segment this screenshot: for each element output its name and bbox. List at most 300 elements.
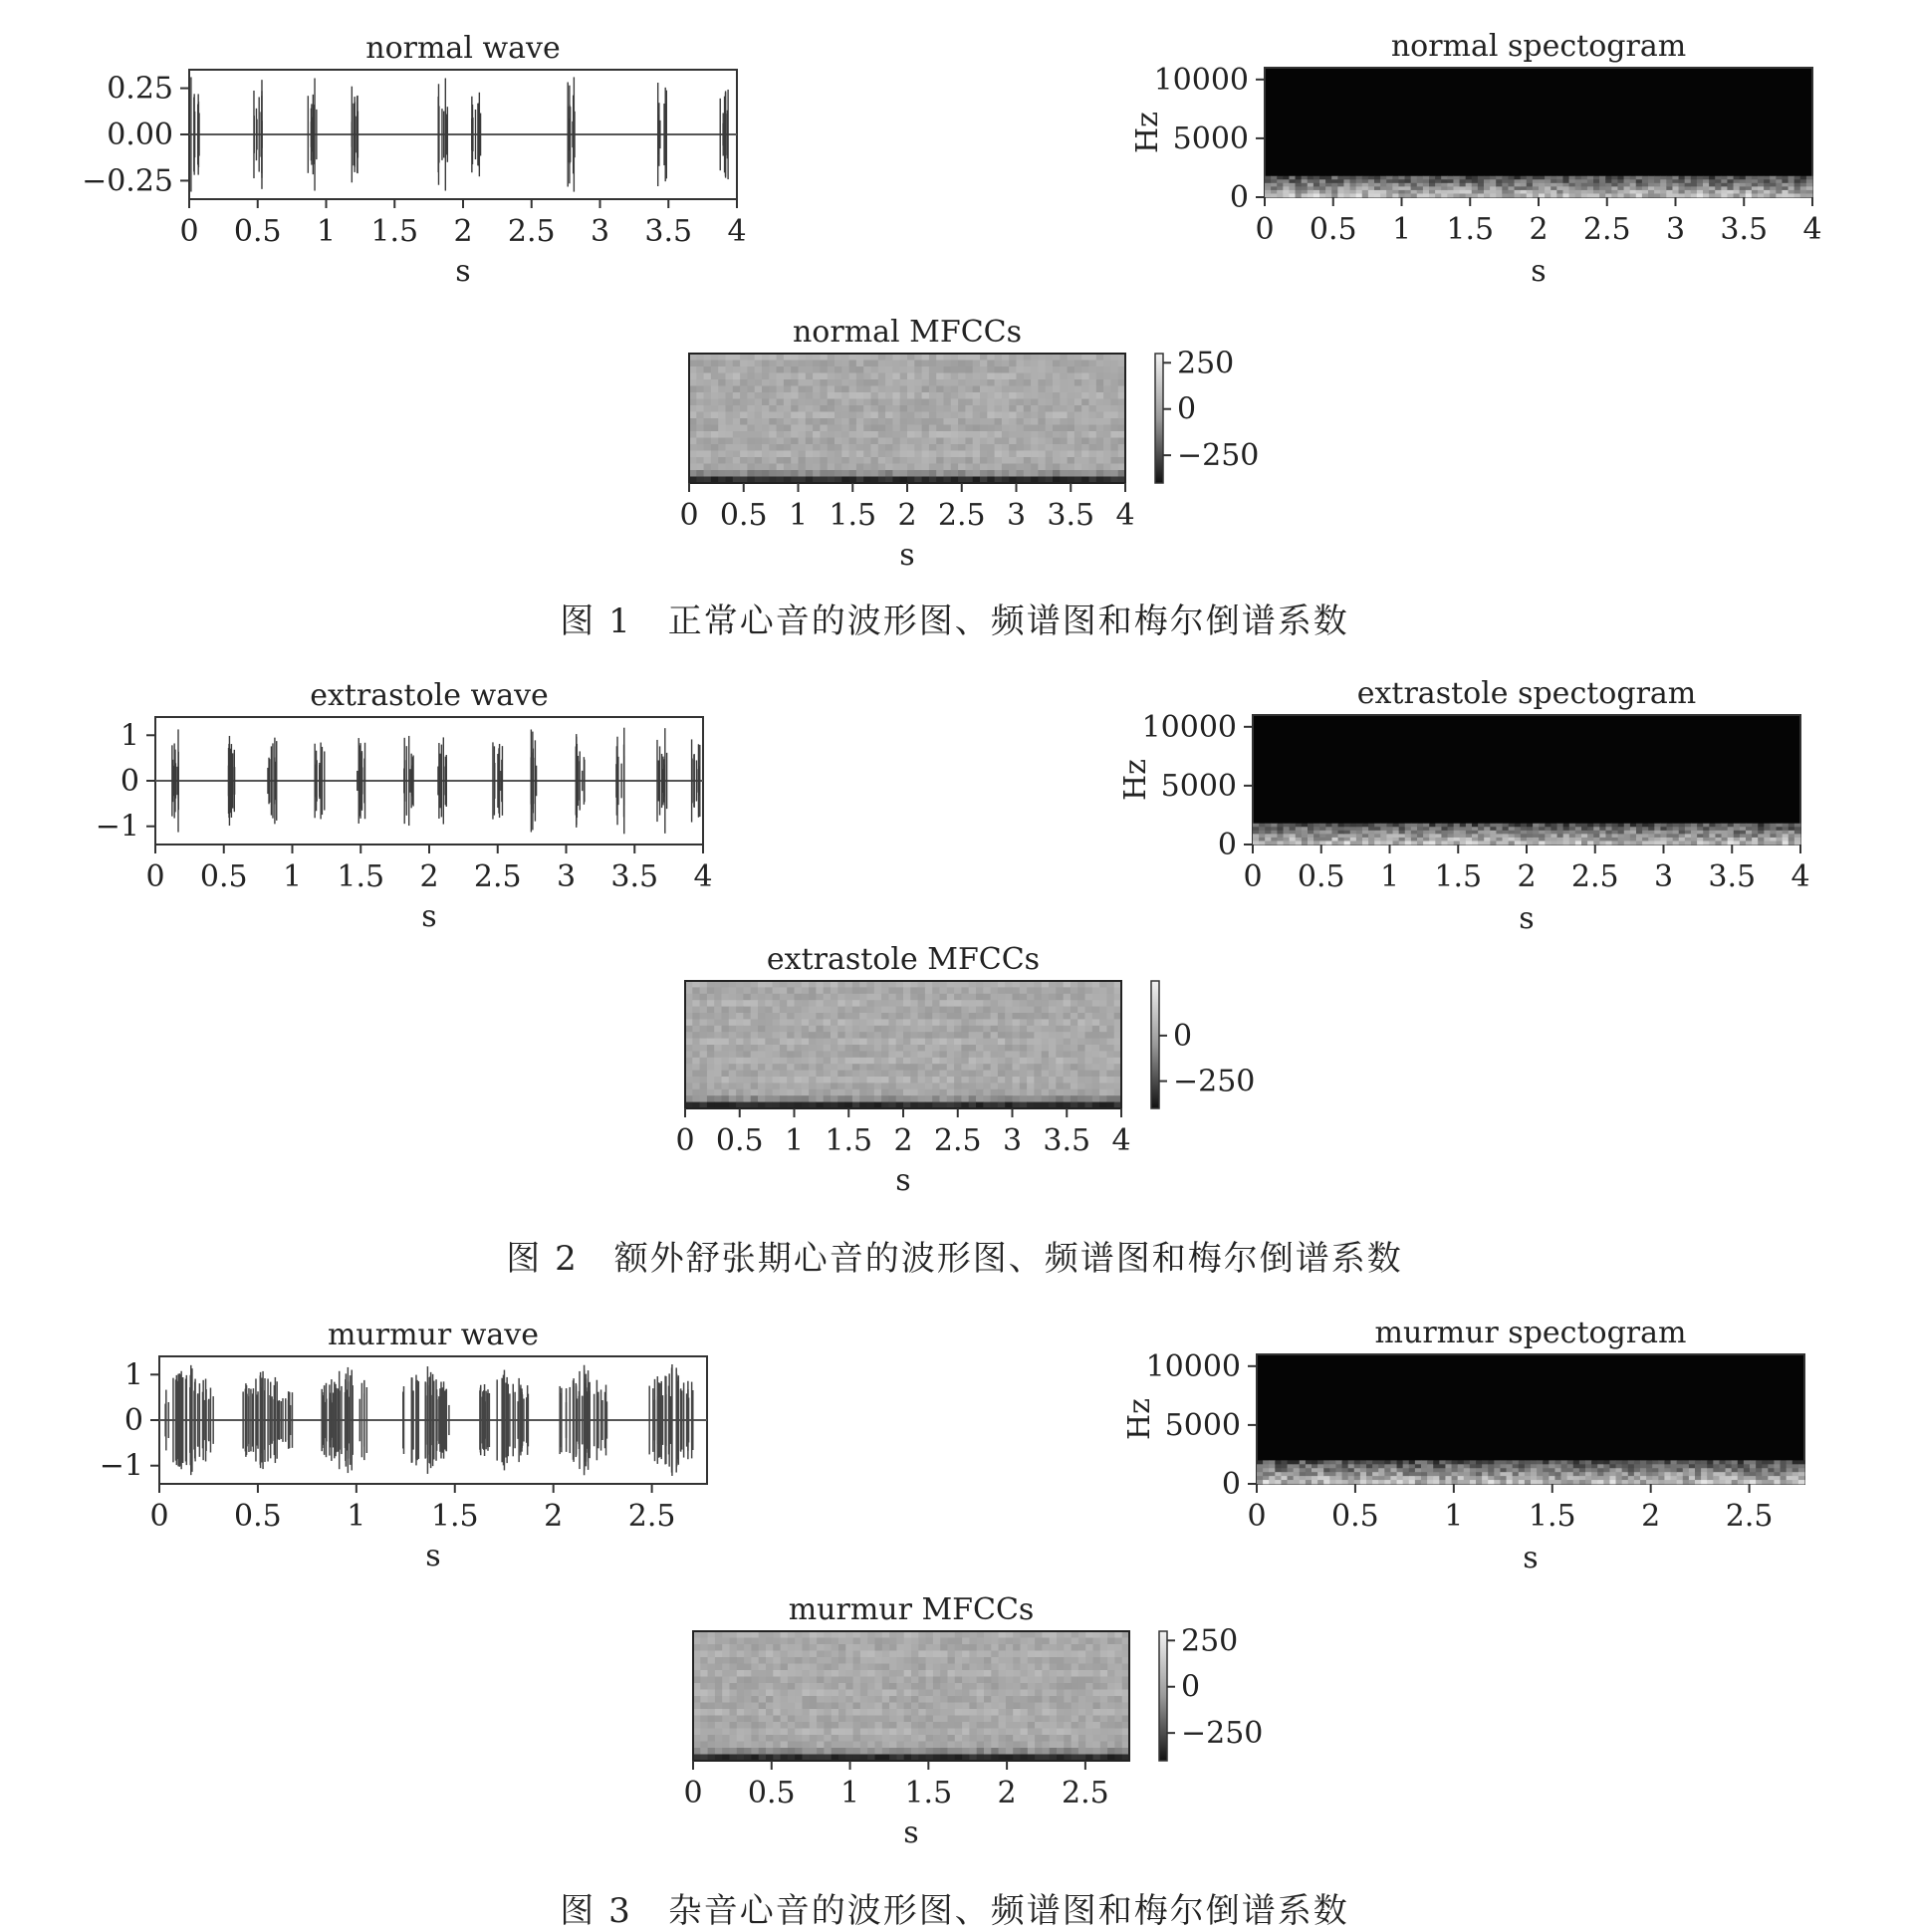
extrastole-spectrogram-cell (1679, 824, 1686, 828)
extrastole-mfcc-cell (816, 1045, 824, 1052)
extrastole-spectrogram-cell (1648, 834, 1655, 838)
murmur-spectrogram-cell (1294, 1460, 1301, 1464)
murmur-spectrogram-cell (1403, 1472, 1410, 1476)
extrastole-spectrogram-cell (1441, 824, 1448, 828)
extrastole-mfcc-cell (700, 1013, 708, 1020)
extrastole-mfcc-cell (1020, 987, 1028, 994)
extrastole-mfcc-cell (976, 994, 984, 1001)
normal-spectrogram-cell (1411, 176, 1418, 180)
extrastole-mfcc-cell (991, 1000, 999, 1007)
normal-spectrogram-cell (1697, 176, 1704, 180)
extrastole-mfcc-cell (729, 1013, 737, 1020)
normal-spectrogram-cell (1368, 186, 1375, 190)
murmur-spectrogram-cell (1300, 1468, 1307, 1472)
murmur-spectrogram-cell (1488, 1468, 1495, 1472)
normal-spectrogram-cell (1533, 186, 1540, 190)
normal-mfcc-cell (980, 412, 988, 419)
normal-mfcc-cell (696, 451, 704, 458)
murmur-spectrogram-cell (1622, 1464, 1629, 1468)
extrastole-mfcc-cell (1005, 1013, 1013, 1020)
extrastole-mfcc-cell (1071, 1039, 1078, 1046)
normal-spectrogram-cell (1515, 179, 1522, 183)
extrastole-spectrogram-cell (1587, 841, 1594, 845)
normal-mfcc-cell (704, 444, 712, 451)
murmur-mfcc-cell (744, 1638, 752, 1645)
normal-mfcc-cell (1024, 361, 1032, 367)
normal-spectrogram-cell (1277, 193, 1284, 197)
normal-spectrogram-cell (1624, 176, 1631, 180)
normal-spectrogram-cell (1380, 190, 1387, 194)
murmur-mfcc-cell (781, 1631, 789, 1638)
extrastole-mfcc-cell (1020, 1026, 1028, 1033)
normal-mfcc-cell (791, 373, 799, 380)
normal-mfcc-cell (1053, 418, 1061, 425)
extrastole-mfcc-cell (787, 1095, 795, 1102)
normal-mfcc-cell (1046, 354, 1054, 361)
normal-spectrogram-cell (1337, 186, 1344, 190)
extrastole-mfcc-cell (918, 1026, 926, 1033)
normal-mfcc-cell (711, 354, 719, 361)
normal-spectrogram-cell (1789, 186, 1795, 190)
normal-spectrogram-cell (1405, 193, 1412, 197)
murmur-spectrogram-cell (1762, 1464, 1769, 1468)
normal-mfcc-cell (784, 470, 792, 477)
normal-spectrogram-cell (1271, 193, 1278, 197)
extrastole-mfcc-cell (758, 1045, 766, 1052)
normal-mfcc-cell (900, 412, 908, 419)
extrastole-mfcc-cell (809, 1026, 817, 1033)
normal-mfcc-cell (835, 405, 842, 412)
normal-spectrogram-ytick-label: 10000 (1154, 63, 1249, 98)
normal-mfcc-cell (980, 438, 988, 445)
murmur-spectrogram-cell (1726, 1464, 1733, 1468)
murmur-spectrogram-cell (1646, 1460, 1653, 1464)
extrastole-spectrogram-cell (1515, 827, 1522, 831)
normal-mfcc-cell (922, 412, 930, 419)
murmur-spectrogram-cell (1354, 1460, 1361, 1464)
murmur-mfcc-cell (918, 1644, 926, 1651)
normal-mfcc-cell (965, 379, 973, 386)
extrastole-mfcc-cell (896, 1083, 904, 1089)
extrastole-mfcc-cell (874, 1039, 882, 1046)
normal-spectrogram-cell (1605, 179, 1612, 183)
normal-spectrogram-cell (1691, 186, 1698, 190)
extrastole-spectrogram-cell (1374, 827, 1381, 831)
extrastole-mfcc-cell (751, 1026, 759, 1033)
normal-spectrogram-cell (1405, 179, 1412, 183)
murmur-mfcc-cell (795, 1644, 803, 1651)
extrastole-mfcc-cell (1013, 994, 1021, 1001)
normal-mfcc-cell (769, 412, 777, 419)
extrastole-mfcc-cell (1020, 1064, 1028, 1071)
normal-mfcc-cell (1053, 392, 1061, 399)
extrastole-mfcc-cell (925, 1083, 933, 1089)
normal-mfcc-cell (1031, 386, 1039, 393)
extrastole-mfcc-cell (1056, 1077, 1064, 1084)
murmur-mfcc-cell (824, 1651, 832, 1658)
normal-mfcc-cell (958, 431, 966, 438)
extrastole-mfcc-cell (714, 1013, 722, 1020)
extrastole-spectrogram-cell (1728, 831, 1735, 835)
normal-mfcc-cell (841, 392, 849, 399)
murmur-mfcc-cell (700, 1631, 708, 1638)
normal-spectrogram-cell (1758, 179, 1765, 183)
extrastole-spectrogram-cell (1618, 824, 1625, 828)
extrastole-mfcc-cell (954, 1058, 962, 1065)
normal-mfcc-cell (762, 392, 770, 399)
extrastole-mfcc-cell (845, 994, 853, 1001)
normal-mfcc-cell (995, 392, 1003, 399)
murmur-mfcc-cell (999, 1638, 1007, 1645)
murmur-spectrogram-cell (1664, 1464, 1671, 1468)
extrastole-spectrogram-cell (1350, 841, 1357, 845)
extrastole-mfcc-cell (1042, 994, 1050, 1001)
extrastole-mfcc-cell (809, 1019, 817, 1026)
extrastole-mfcc-cell (1034, 1083, 1042, 1089)
normal-mfcc-cell (914, 418, 922, 425)
extrastole-mfcc-cell (940, 1039, 948, 1046)
extrastole-mfcc-cell (1027, 1032, 1035, 1039)
murmur-spectrogram-cell (1464, 1460, 1471, 1464)
normal-spectrogram-cell (1697, 183, 1704, 187)
normal-mfcc-cell (1053, 399, 1061, 406)
extrastole-spectrogram-cell (1284, 831, 1291, 835)
extrastole-mfcc-cell (845, 1064, 853, 1071)
murmur-mfcc-cell (700, 1644, 708, 1651)
extrastole-mfcc-cell (910, 1051, 918, 1058)
extrastole-spectrogram-cell (1271, 824, 1278, 828)
murmur-spectrogram-cell (1507, 1476, 1514, 1480)
murmur-spectrogram-cell (1397, 1468, 1404, 1472)
extrastole-spectrogram-cell (1612, 827, 1619, 831)
extrastole-mfcc-cell (1077, 1045, 1085, 1052)
extrastole-mfcc-cell (1034, 1058, 1042, 1065)
normal-mfcc-cell (1017, 451, 1025, 458)
normal-spectrogram-cell (1417, 176, 1424, 180)
extrastole-mfcc-cell (845, 1045, 853, 1052)
normal-spectrogram-title: normal spectogram (1391, 29, 1686, 64)
normal-mfcc-cell (892, 438, 900, 445)
normal-mfcc-cell (995, 412, 1003, 419)
normal-mfcc-cell (799, 379, 807, 386)
extrastole-mfcc-cell (707, 987, 715, 994)
normal-mfcc-cell (689, 392, 697, 399)
normal-mfcc-cell (1081, 361, 1089, 367)
extrastole-spectrogram-cell (1478, 834, 1485, 838)
extrastole-mfcc-cell (998, 1064, 1006, 1071)
normal-mfcc-cell (1089, 392, 1097, 399)
extrastole-spectrogram-cell (1509, 834, 1516, 838)
extrastole-spectrogram-cell (1362, 831, 1369, 835)
extrastole-mfcc-cell (795, 1019, 803, 1026)
normal-mfcc-cell (987, 392, 995, 399)
normal-spectrogram-cell (1515, 183, 1522, 187)
normal-mfcc-cell (980, 354, 988, 361)
extrastole-mfcc-cell (1013, 1000, 1021, 1007)
murmur-mfcc-cell (1006, 1638, 1014, 1645)
extrastole-mfcc-cell (961, 1064, 969, 1071)
normal-mfcc-cell (892, 451, 900, 458)
extrastole-mfcc-cell (859, 1013, 867, 1020)
murmur-mfcc-cell (882, 1638, 890, 1645)
murmur-spectrogram-cell (1646, 1480, 1653, 1484)
extrastole-mfcc-cell (969, 1064, 977, 1071)
extrastole-mfcc-cell (787, 1064, 795, 1071)
normal-mfcc-cell (1017, 418, 1025, 425)
extrastole-mfcc-cell (743, 1039, 751, 1046)
extrastole-mfcc-cell (867, 1000, 875, 1007)
normal-mfcc-cell (1053, 451, 1061, 458)
extrastole-spectrogram-cell (1533, 834, 1540, 838)
normal-mfcc-cell (718, 451, 726, 458)
extrastole-mfcc-cell (802, 1039, 810, 1046)
extrastole-wave-xtick-label: 1.5 (337, 859, 384, 894)
murmur-mfcc-cell (1093, 1644, 1101, 1651)
murmur-spectrogram-cell (1306, 1460, 1312, 1464)
extrastole-mfcc-cell (947, 1058, 955, 1065)
murmur-spectrogram-cell (1269, 1464, 1276, 1468)
normal-mfcc-cell (828, 470, 835, 477)
normal-mfcc-cell (987, 444, 995, 451)
extrastole-mfcc-cell (743, 1000, 751, 1007)
extrastole-spectrogram-cell (1533, 827, 1540, 831)
extrastole-mfcc-cell (824, 1000, 832, 1007)
normal-spectrogram-cell (1496, 176, 1503, 180)
normal-spectrogram-cell (1453, 186, 1460, 190)
murmur-spectrogram-xlabel: s (1523, 1541, 1538, 1575)
extrastole-mfcc-cell (831, 1083, 838, 1089)
extrastole-spectrogram-cell (1660, 824, 1667, 828)
normal-mfcc-cell (841, 386, 849, 393)
extrastole-mfcc-cell (1077, 1077, 1085, 1084)
extrastole-mfcc-cell (722, 1013, 730, 1020)
extrastole-mfcc-cell (1071, 1051, 1078, 1058)
murmur-mfcc-cell (810, 1644, 818, 1651)
murmur-spectrogram-cell (1372, 1464, 1379, 1468)
normal-spectrogram-cell (1630, 193, 1637, 197)
normal-spectrogram-cell (1265, 190, 1272, 194)
extrastole-spectrogram-cell (1599, 827, 1606, 831)
extrastole-mfcc-cell (874, 1089, 882, 1096)
extrastole-mfcc-cell (1085, 1000, 1093, 1007)
extrastole-mfcc-cell (1099, 1045, 1107, 1052)
extrastole-spectrogram-cell (1448, 834, 1455, 838)
murmur-mfcc-cell (744, 1644, 752, 1651)
extrastole-mfcc-cell (787, 1089, 795, 1096)
extrastole-spectrogram-cell (1515, 838, 1522, 842)
normal-mfcc-cell (711, 399, 719, 406)
murmur-spectrogram-cell (1683, 1464, 1690, 1468)
murmur-spectrogram-cell (1689, 1460, 1696, 1464)
extrastole-mfcc-cell (773, 1007, 781, 1014)
extrastole-mfcc-cell (998, 987, 1006, 994)
extrastole-spectrogram-cell (1709, 824, 1716, 828)
normal-mfcc-cell (1068, 366, 1075, 373)
normal-mfcc-cell (791, 470, 799, 477)
extrastole-mfcc-cell (692, 981, 700, 988)
normal-mfcc-cell (777, 438, 785, 445)
murmur-spectrogram-cell (1397, 1472, 1404, 1476)
normal-mfcc-cell (1024, 451, 1032, 458)
normal-mfcc-cell (1074, 444, 1082, 451)
murmur-spectrogram-cell (1787, 1480, 1793, 1484)
figure-3 (100, 1316, 1805, 1850)
extrastole-mfcc-cell (852, 994, 860, 1001)
normal-mfcc-cell (1068, 431, 1075, 438)
extrastole-mfcc-cell (867, 987, 875, 994)
extrastole-mfcc-cell (852, 1019, 860, 1026)
normal-spectrogram-cell (1770, 176, 1777, 180)
normal-spectrogram-xtick-label: 3 (1666, 212, 1685, 247)
normal-mfcc-cell (863, 412, 871, 419)
normal-mfcc-cell (900, 451, 908, 458)
murmur-spectrogram-cell (1756, 1460, 1763, 1464)
extrastole-mfcc-cell (932, 1000, 940, 1007)
murmur-spectrogram-cell (1306, 1468, 1312, 1472)
figure-2 (96, 676, 1810, 1198)
normal-spectrogram-cell (1319, 190, 1326, 194)
murmur-spectrogram-cell (1543, 1476, 1550, 1480)
murmur-mfcc-cell (751, 1631, 759, 1638)
murmur-mfcc-cell (984, 1644, 992, 1651)
normal-spectrogram-cell (1740, 193, 1747, 197)
murmur-spectrogram-cell (1567, 1468, 1574, 1472)
normal-spectrogram-cell (1319, 183, 1326, 187)
murmur-spectrogram-title: murmur spectogram (1375, 1316, 1687, 1350)
normal-mfcc-cell (1046, 457, 1054, 464)
murmur-mfcc-cell (904, 1638, 912, 1645)
normal-mfcc-cell (871, 354, 879, 361)
normal-spectrogram-cell (1460, 179, 1467, 183)
normal-spectrogram-cell (1453, 179, 1460, 183)
normal-spectrogram-cell (1617, 179, 1624, 183)
normal-spectrogram-cell (1362, 186, 1369, 190)
normal-mfcc-cell (1038, 354, 1046, 361)
extrastole-spectrogram-cell (1496, 841, 1503, 845)
normal-mfcc-cell (777, 470, 785, 477)
normal-mfcc-cell (704, 399, 712, 406)
extrastole-mfcc-cell (729, 1095, 737, 1102)
normal-spectrogram-cell (1734, 179, 1741, 183)
extrastole-mfcc-cell (1020, 1019, 1028, 1026)
normal-mfcc-cell (841, 373, 849, 380)
murmur-mfcc-cell (984, 1638, 992, 1645)
murmur-spectrogram-cell (1616, 1464, 1623, 1468)
murmur-spectrogram-cell (1707, 1460, 1714, 1464)
extrastole-wave-xtick-label: 2 (419, 859, 438, 894)
murmur-spectrogram-cell (1323, 1468, 1330, 1472)
normal-mfcc-cell (1089, 373, 1097, 380)
extrastole-mfcc-cell (983, 981, 991, 988)
extrastole-mfcc-cell (831, 1064, 838, 1071)
normal-mfcc-cell (907, 366, 915, 373)
normal-mfcc-cell (914, 438, 922, 445)
normal-mfcc-cell (980, 451, 988, 458)
extrastole-spectrogram-cell (1265, 834, 1272, 838)
normal-mfcc-cell (907, 418, 915, 425)
extrastole-mfcc-cell (816, 1051, 824, 1058)
murmur-spectrogram-cell (1458, 1476, 1465, 1480)
extrastole-mfcc-cell (998, 1013, 1006, 1020)
normal-spectrogram-cell (1691, 176, 1698, 180)
normal-mfcc-cell (922, 386, 930, 393)
extrastole-spectrogram-cell (1319, 838, 1326, 842)
extrastole-mfcc-cell (969, 994, 977, 1001)
extrastole-mfcc-cell (1056, 1032, 1064, 1039)
normal-mfcc-cell (871, 361, 879, 367)
extrastole-mfcc-cell (1092, 987, 1100, 994)
normal-spectrogram-cell (1453, 190, 1460, 194)
murmur-spectrogram-cell (1707, 1464, 1714, 1468)
normal-mfcc-cell (762, 386, 770, 393)
extrastole-mfcc-cell (867, 1039, 875, 1046)
extrastole-spectrogram-cell (1503, 831, 1510, 835)
normal-mfcc-cell (1074, 379, 1082, 386)
extrastole-mfcc-cell (852, 1026, 860, 1033)
extrastole-mfcc-cell (1056, 1000, 1064, 1007)
extrastole-spectrogram-cell (1679, 834, 1686, 838)
normal-mfcc-cell (900, 361, 908, 367)
extrastole-mfcc-cell (685, 994, 693, 1001)
extrastole-spectrogram-cell (1612, 831, 1619, 835)
normal-mfcc-cell (1024, 457, 1032, 464)
extrastole-mfcc-cell (1013, 1089, 1021, 1096)
extrastole-spectrogram-ytick-label: 10000 (1142, 710, 1237, 745)
normal-spectrogram-cell (1502, 190, 1509, 194)
extrastole-wave-xtick-label: 0.5 (200, 859, 248, 894)
extrastole-spectrogram-cell (1277, 841, 1284, 845)
murmur-spectrogram-cell (1329, 1476, 1336, 1480)
normal-spectrogram-cell (1794, 183, 1801, 187)
normal-mfcc-cell (689, 457, 697, 464)
extrastole-spectrogram-cell (1496, 827, 1503, 831)
normal-spectrogram-cell (1642, 179, 1649, 183)
extrastole-mfcc-cell (903, 1013, 911, 1020)
extrastole-mfcc-cell (888, 1058, 896, 1065)
normal-mfcc-cell (1038, 464, 1046, 471)
normal-mfcc-cell (995, 379, 1003, 386)
extrastole-mfcc-cell (961, 1095, 969, 1102)
normal-spectrogram-cell (1752, 193, 1759, 197)
normal-spectrogram-cell (1490, 186, 1497, 190)
extrastole-spectrogram-cell (1313, 838, 1320, 842)
extrastole-mfcc-cell (918, 1051, 926, 1058)
extrastole-mfcc-cell (787, 1026, 795, 1033)
extrastole-mfcc-cell (991, 1089, 999, 1096)
normal-mfcc-cell (958, 425, 966, 432)
normal-spectrogram-cell (1758, 190, 1765, 194)
extrastole-mfcc-cell (961, 1045, 969, 1052)
extrastole-mfcc-cell (1099, 1007, 1107, 1014)
normal-mfcc-cell (914, 366, 922, 373)
extrastole-mfcc-cell (758, 1013, 766, 1020)
normal-spectrogram-cell (1666, 186, 1673, 190)
extrastole-spectrogram-cell (1484, 834, 1491, 838)
normal-mfcc-cell (1038, 379, 1046, 386)
extrastole-mfcc-cell (685, 987, 693, 994)
normal-mfcc-cell (704, 405, 712, 412)
extrastole-mfcc-cell (1049, 1026, 1057, 1033)
extrastole-mfcc-cell (903, 1077, 911, 1084)
extrastole-mfcc-cell (910, 1089, 918, 1096)
extrastole-mfcc-cell (1106, 1007, 1114, 1014)
normal-mfcc-cell (951, 457, 959, 464)
normal-mfcc-cell (1060, 418, 1068, 425)
normal-spectrogram-cell (1770, 183, 1777, 187)
murmur-mfcc-cell (1035, 1651, 1043, 1658)
normal-mfcc-cell (704, 464, 712, 471)
extrastole-mfcc-cell (969, 1095, 977, 1102)
